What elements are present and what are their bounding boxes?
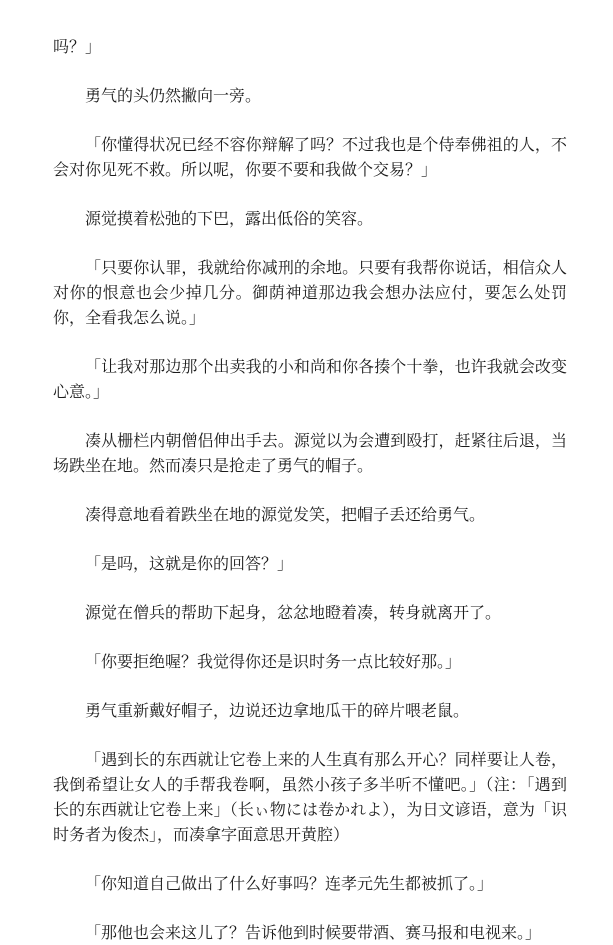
paragraph: 吗？」	[53, 37, 102, 56]
paragraph: 「你知道自己做出了什么好事吗？连孝元先生都被抓了。」	[85, 874, 494, 893]
paragraph: 源觉在僧兵的帮助下起身，忿忿地瞪着凑，转身就离开了。	[85, 603, 502, 622]
paragraph: 「那他也会来这儿了？告诉他到时候要带酒、赛马报和电视来。」	[85, 923, 542, 942]
paragraph: 「让我对那边那个出卖我的小和尚和你各揍个十拳，也许我就会改变心意。」	[53, 357, 567, 401]
paragraph: 「你要拒绝喔？我觉得你还是识时务一点比较好那。」	[85, 652, 462, 671]
paragraph: 「你懂得状况已经不容你辩解了吗？不过我也是个侍奉佛祖的人，不会对你见死不救。所以呢，你要不要和我做个交易？」	[53, 135, 567, 179]
paragraph: 「遇到长的东西就让它卷上来的人生真有那么开心？同样要让人卷，我倒希望让女人的手帮我卷啊，虽然小孩子多半听不懂吧。」（注：「遇到长的东西就让它卷上来」（长ぃ物には卷かれよ），为日文谚语，意为「识时务者为俊杰」，而凑拿字面意思开黄腔）	[53, 750, 567, 844]
paragraph: 「是吗，这就是你的回答？」	[85, 554, 294, 573]
paragraph: 凑得意地看着跌坐在地的源觉发笑，把帽子丢还给勇气。	[85, 505, 486, 524]
paragraph: 源觉摸着松弛的下巴，露出低俗的笑容。	[85, 209, 374, 228]
paragraph: 凑从栅栏内朝僧侣伸出手去。源觉以为会遭到殴打，赶紧往后退，当场跌坐在地。然而凑只是抢走了勇气的帽子。	[53, 431, 567, 475]
paragraph: 「只要你认罪，我就给你减刑的余地。只要有我帮你说话，相信众人对你的恨意也会少掉几分。御荫神道那边我会想办法应付，要怎么处罚你，全看我怎么说。」	[53, 258, 567, 327]
paragraph: 勇气的头仍然撇向一旁。	[85, 86, 262, 105]
paragraph: 勇气重新戴好帽子，边说还边拿地瓜干的碎片喂老鼠。	[85, 701, 470, 720]
